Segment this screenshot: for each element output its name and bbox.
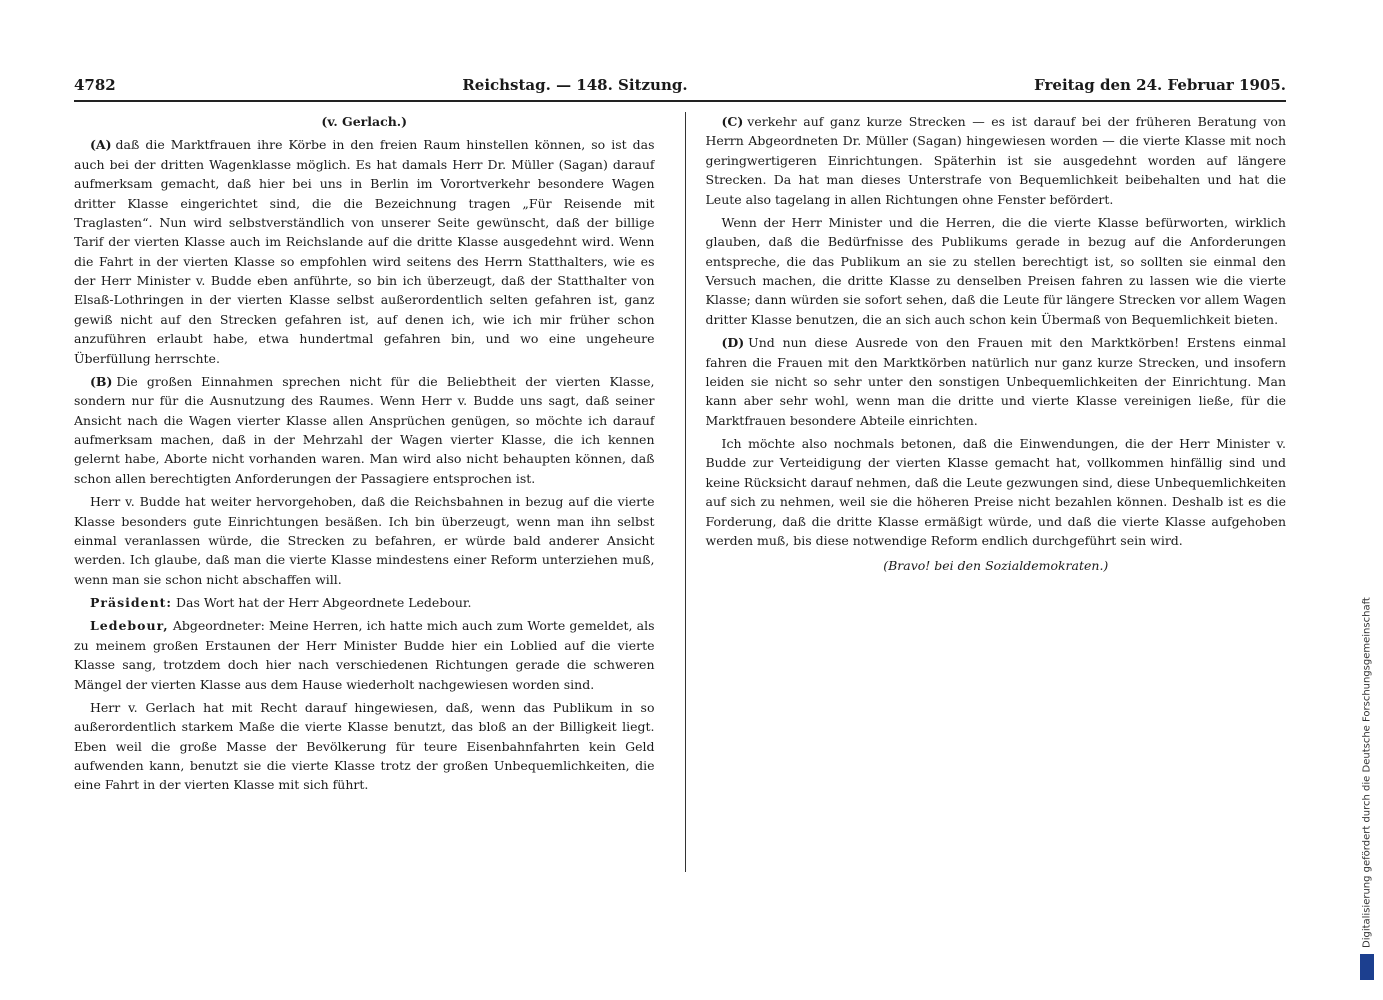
session-date: Freitag den 24. Februar 1905. [1034,76,1286,94]
speaker-tag: (v. Gerlach.) [321,114,408,129]
margin-marker-b: (B) [90,373,113,389]
margin-marker-a: (A) [90,137,112,153]
paragraph: Wenn der Herr Minister und die Herren, die die vierte Klasse befürworten, wirklich glauben, daß die Bedürfnisse des Publikums gerade in bezug auf die Anforderungen entspreche, die das Publikum an sie zu stellen berechtigt ist, so sollten sie einmal den Versuch machen, die dritte Klasse zu denselben Preisen fahren zu lassen wie die vierte Klasse; dann würden sie sofort sehen, daß die Leute für längere Strecken vor allem Wagen dritter Klasse benutzen, die an sich auch schon kein Übermaß von Bequemlichkeit bieten. [705,214,1286,327]
document-page [60,70,1300,900]
paragraph [706,333,1287,430]
running-title: Reichstag. — 148. Sitzung. [462,76,688,94]
paragraph-text: daß die Marktfrauen ihre Körbe in den freien Raum hinstellen können, so ist das auch bei der dritten Wagenklasse möglich. Es hat damals Herr Dr. Müller (Sagan) darauf aufmerksam gemacht, daß hier bei uns in Berlin im Vorortverkehr besondere Wagen dritter Klasse eingerichtet sind, die die Bezeichnung tragen „Für Reisende mit Traglasten“. Nun wird selbstverständlich von unserer Seite gewünscht, daß der billige Tarif der vierten Klasse auch im Reichslande auf die dritte Klasse ausgedehnt wird. Wenn die Fahrt in der vierten Klasse so empfohlen wird seitens des Herrn Statthalters, wie es der Herr Minister v. Budde eben anführte, so bin ich überzeugt, daß der Statthalter von Elsaß-Lothringen in der vierten Klasse selbst außerordentlich selten gefahren ist, ganz gewiß nicht auf den Strecken gefahren ist, auf denen ich, wie ich mir früher schon anzuführen erlaubt habe, etwa hundertmal gefahren bin, und wo eine ungeheure Überfüllung herrschte. [74,137,655,366]
speaker-name: Präsident: [90,595,173,610]
dfg-logo-icon [1360,954,1374,980]
paragraph [706,112,1287,209]
left-column [74,112,655,872]
interjection-text: Das Wort hat der Herr Abgeordnete Ledebour. [176,595,472,610]
credit-text: Digitalisierung gefördert durch die Deutsche Forschungsgemeinschaft [1361,597,1373,948]
paragraph: Herr v. Budde hat weiter hervorgehoben, daß die Reichsbahnen in bezug auf die vierte Klasse besonders gute Einrichtungen besäßen. Ich bin überzeugt, wenn man ihn selbst einmal veranlassen würde, die Strecken zu befahren, er würde bald anderer Ansicht werden. Ich glaube, daß man die vierte Klasse mindestens einer Reform unterziehen muß, wenn man sie schon nicht abschaffen will. [74,494,655,587]
paragraph: Herr v. Gerlach hat mit Recht darauf hingewiesen, daß, wenn das Publikum in so außerordentlich starkem Maße die vierte Klasse benutzt, das bloß an der Billigkeit liegt. Eben weil die große Masse der Bevölkerung für teure Eisenbahnfahrten kein Geld aufwenden kann, benutzt sie die vierte Klasse trotz der großen Unbequemlichkeiten, die eine Fahrt in der vierten Klasse mit sich führt. [74,699,655,793]
paragraph-text: Und nun diese Ausrede von den Frauen mit den Marktkörben! Erstens einmal fahren die Frauen mit den Marktkörben natürlich nur ganz kurze Strecken, und insofern leiden sie nicht so sehr unter den sonstigen Unbequemlichkeiten der Einrichtung. Man kann aber sehr wohl, wenn man die dritte und vierte Klasse vereinigen ließe, für die Marktfrauen besondere Abteile einrichten. [705,335,1286,428]
page-number: 4782 [74,76,116,94]
margin-marker-c: (C) [721,114,744,129]
text-columns [74,112,1286,872]
margin-marker-d: (D) [721,335,745,351]
paragraph [74,372,655,488]
right-column [685,112,1287,872]
interjection-text: Abgeordneter: Meine Herren, ich hatte mich auch zum Worte gemeldet, als zu meinem großen Erstaunen der Herr Minister Budde hier ein Loblied auf die vierte Klasse sang, trotzdem doch hier nach verschiedenen Richtungen gerade die schweren Mängel der vierten Klasse aus dem Hause wiederholt nachgewiesen worden sind. [74,618,655,692]
paragraph: Ich möchte also nochmals betonen, daß die Einwendungen, die der Herr Minister v. Budde zur Verteidigung der vierten Klasse gemacht hat, vollkommen hinfällig sind und keine Rücksicht darauf nehmen, daß die Leute gezwungen sind, diese Unbequemlichkeiten auf sich zu nehmen, weil sie die höheren Preise nicht bezahlen können. Deshalb ist es die Forderung, daß die dritte Klasse ermäßigt würde, und daß die vierte Klasse aufgehoben werden muß, bis diese notwendige Reform endlich durchgeführt sein wird. [705,436,1286,548]
paragraph-text: verkehr auf ganz kurze Strecken — es ist darauf bei der früheren Beratung von Herrn Abgeordneten Dr. Müller (Sagan) hingewiesen worden — die vierte Klasse mit noch geringwertigeren Einrichtungen. Späterhin ist sie ausgedehnt worden auf längere Strecken. Da hat man dieses Unterstrafe von Bequemlichkeit beibehalten und hat die Leute also tagelang in allen Richtungen ohne Fenster befördert. [705,114,1286,207]
page-header [74,76,1286,102]
paragraph [74,135,655,368]
paragraph-text: Die großen Einnahmen sprechen nicht für die Beliebtheit der vierten Klasse, sondern nur für die Ausnutzung des Raumes. Wenn Herr v. Budde uns sagt, daß seiner Ansicht nach die Wagen vierter Klasse allen Ansprüchen genügen, so möchte ich darauf aufmerksam machen, daß in der Mehrzahl der Wagen vierter Klasse, die ich kennen gelernt habe, Aborte nicht vorhanden waren. Man wird also nicht behaupten können, daß schon allen berechtigten Anforderungen der Passagiere entsprochen ist. [74,373,655,486]
speaker-name: Ledebour, [90,618,169,634]
interjection [74,593,655,612]
closing-remark: (Bravo! bei den Sozialdemokraten.) [883,558,1109,574]
interjection [74,616,655,694]
digitization-credit [1359,70,1375,980]
